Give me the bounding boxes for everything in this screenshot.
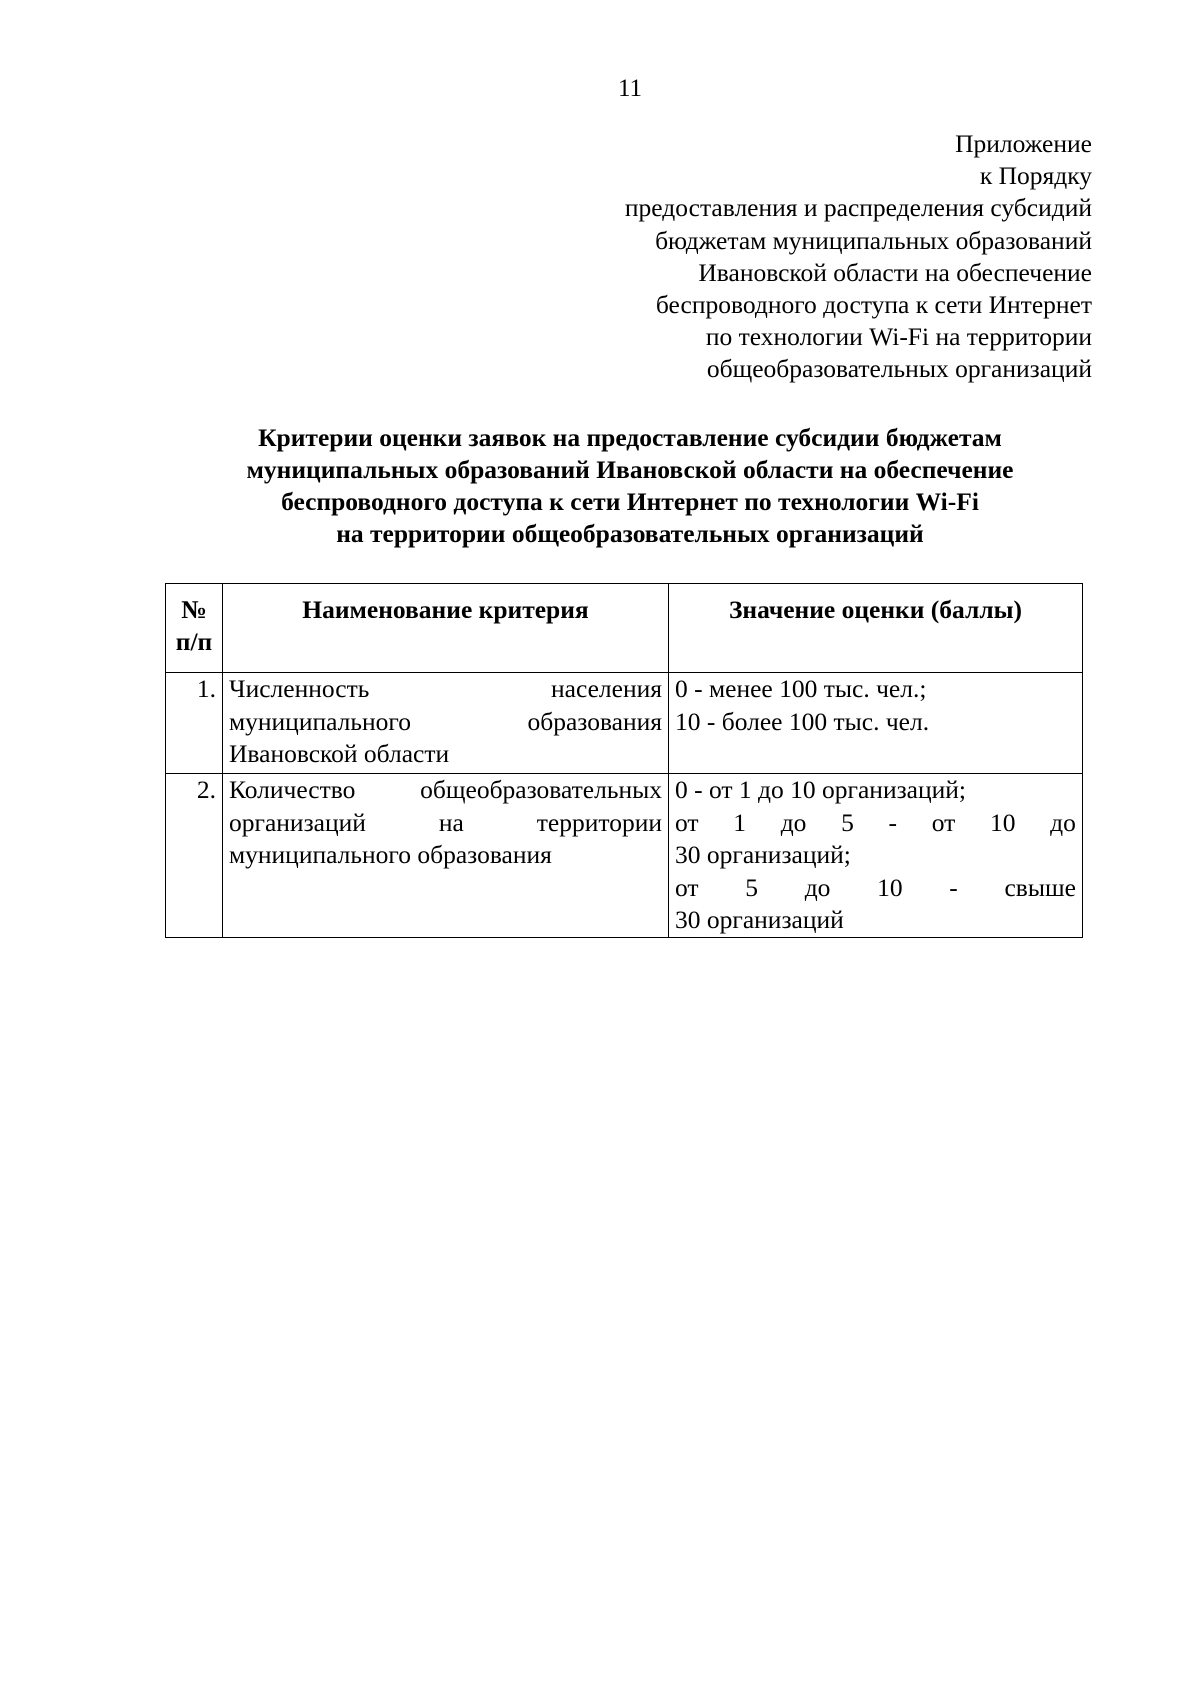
score-line: 0 - от 1 до 10 организаций;	[675, 775, 967, 804]
score-word: 10	[877, 872, 903, 902]
criterion-word: образования	[527, 706, 662, 736]
score-word: 5	[745, 872, 758, 902]
score-value	[669, 673, 1083, 774]
document-title	[0, 422, 1200, 550]
criterion-name	[223, 774, 669, 938]
criterion-word: населения	[551, 674, 662, 703]
score-word: до	[804, 872, 831, 902]
appendix-line: Приложение	[955, 129, 1092, 158]
appendix-line: Ивановской области на обеспечение	[698, 257, 1092, 287]
criterion-name	[223, 673, 669, 774]
criterion-line: Ивановской области	[229, 739, 450, 768]
appendix-header	[532, 128, 1092, 386]
table-row	[166, 673, 1083, 774]
score-word: 10	[989, 807, 1016, 837]
criterion-word: Численность	[229, 674, 370, 703]
score-line: 0 - менее 100 тыс. чел.;	[675, 674, 927, 703]
appendix-line: предоставления и распределения субсидий	[624, 193, 1092, 223]
score-line	[675, 807, 1076, 840]
score-word: 5	[841, 807, 854, 837]
row-number: 1.	[166, 673, 223, 774]
row-number: 2.	[166, 774, 223, 938]
column-header-number	[166, 584, 223, 673]
criterion-line: муниципального образования	[229, 840, 552, 869]
title-line: на территории общеобразовательных организаций	[336, 519, 924, 548]
appendix-line: общеобразовательных организаций	[706, 354, 1092, 384]
score-word: до	[1050, 807, 1076, 837]
score-word: от	[931, 807, 956, 837]
criterion-word: Количество	[229, 775, 356, 804]
criterion-line	[229, 774, 662, 807]
score-word: свыше	[1004, 872, 1076, 902]
criterion-word: организаций	[229, 807, 366, 837]
score-word: 1	[733, 807, 746, 837]
column-header-score: Значение оценки (баллы)	[669, 584, 1083, 673]
score-value	[669, 774, 1083, 938]
score-line: 10 - более 100 тыс. чел.	[675, 706, 930, 736]
score-line	[675, 872, 1076, 905]
column-header-number-line1: №	[181, 595, 207, 624]
score-line: 30 организаций	[675, 905, 844, 934]
page-number: 11	[617, 75, 643, 102]
criterion-word: общеобразовательных	[420, 775, 662, 804]
column-header-number-line2: п/п	[175, 627, 213, 656]
criterion-line	[229, 807, 662, 840]
criteria-table	[165, 583, 1083, 938]
column-header-criterion: Наименование критерия	[223, 584, 669, 673]
appendix-line: по технологии Wi-Fi на территории	[705, 322, 1092, 352]
appendix-line: к Порядку	[979, 161, 1092, 191]
score-line: 30 организаций;	[675, 840, 851, 869]
criterion-word: территории	[536, 807, 662, 837]
criterion-word: муниципального	[229, 706, 411, 736]
appendix-line: бюджетам муниципальных образований	[655, 225, 1092, 255]
criterion-line	[229, 673, 662, 706]
score-word: от	[675, 807, 699, 837]
title-line: беспроводного доступа к сети Интернет по технологии Wi-Fi	[281, 487, 979, 516]
score-word: -	[888, 807, 898, 837]
table-row	[166, 774, 1083, 938]
title-line: муниципальных образований Ивановской области на обеспечение	[246, 455, 1014, 484]
appendix-line: беспроводного доступа к сети Интернет	[655, 290, 1092, 320]
criterion-line	[229, 706, 662, 739]
criterion-word: на	[438, 807, 464, 837]
score-word: от	[675, 872, 699, 902]
score-word: -	[949, 872, 958, 902]
title-line: Критерии оценки заявок на предоставление субсидии бюджетам	[258, 423, 1002, 452]
table-header-row	[166, 584, 1083, 673]
score-word: до	[780, 807, 807, 837]
